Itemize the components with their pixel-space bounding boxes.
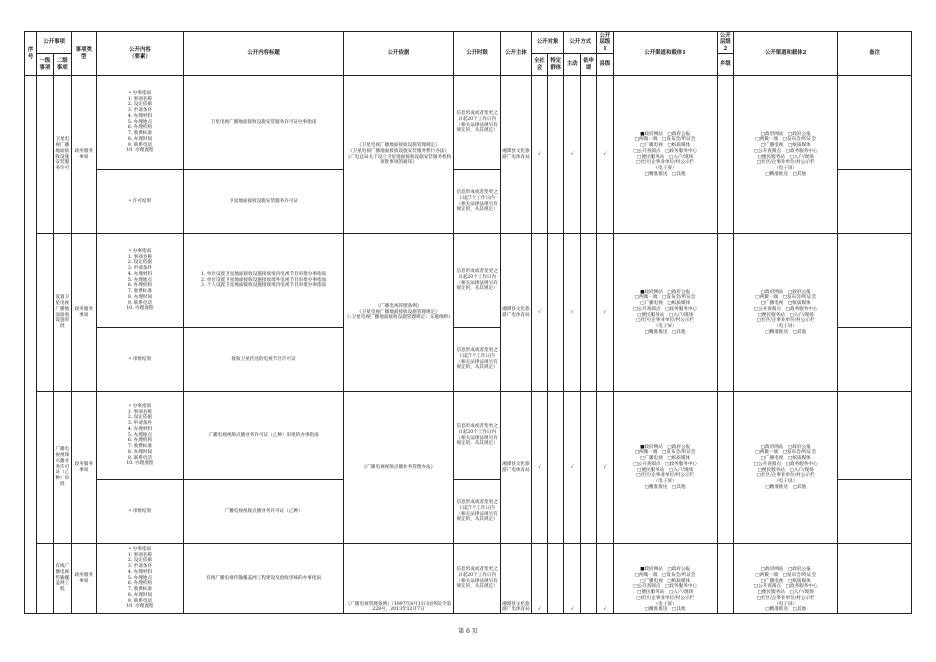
header-level2: 公开层级2 — [717, 32, 733, 54]
header-title: 公开内容标题 — [184, 32, 343, 76]
empty-group — [548, 76, 564, 234]
channel2-checkboxes: □政府网站 □政府公报 □两微一端 □发布会/听证会 □广播电视 □纸质媒体 □公开查阅点 □政务服务中心 □便民服务站 □入户/现场 □社区/企事业单位/村公示栏 （电子屏） □精准推送 □其他 — [734, 76, 838, 234]
header-target-group: 特定群体 — [548, 54, 564, 76]
tick-all: √ — [531, 544, 547, 614]
empty-group — [548, 544, 564, 614]
channel2-checkboxes: □政府网站 □政府公报 □两微一端 □发布会/听证会 □广播电视 □纸质媒体 □公开查阅点 □政务服务中心 □便民服务站 □入户/现场 □社区/企事业单位/村公示栏 （电子屏） □精准推送 □其他 — [734, 234, 838, 392]
item-name: 卫星电视广播地面接收设施安装服务许可 — [53, 76, 71, 234]
time-cell: 信息形成或者变更之日起7个工作日内（相关法律法规另有规定的，从其规定） — [454, 328, 501, 392]
tick-active: √ — [564, 544, 580, 614]
header-level2-town: 乡级 — [717, 54, 733, 76]
empty-apply — [580, 234, 596, 392]
time-cell: 信息形成或者变更之日起20个工作日内（相关法律法规另有规定的，从其规定） — [454, 234, 501, 328]
guide-title: 1. 单位设置卫星地面接收设施接收境内电视节目审批办事指南 2. 单位设置卫星地面接收设施接收境外电视节目审批办事指南 3. 个人设置卫星地面接收设施接收境内电视节目审批办事指南 — [184, 234, 343, 328]
basis-cell: 《广播电视视频点播业务管理办法》 — [343, 392, 453, 544]
header-basis: 公开依据 — [343, 32, 453, 76]
item-name: 广播电视视频点播业务许可证（乙种）审批 — [53, 392, 71, 544]
remark-cell — [838, 328, 912, 392]
tick-county: √ — [597, 76, 613, 234]
item-type: 政务服务事项 — [72, 392, 97, 544]
header-method-apply: 依申请 — [580, 54, 596, 76]
empty-group — [548, 234, 564, 392]
time-cell: 信息形成或者变更之日起20个工作日内（相关法律法规另有规定的，从其规定） — [454, 392, 501, 480]
table-row — [25, 234, 912, 328]
empty-town — [717, 76, 733, 234]
table-row — [25, 76, 912, 170]
table-row — [25, 392, 912, 480]
empty-apply — [580, 392, 596, 544]
empty-town — [717, 392, 733, 544]
item-name: 设置卫星电视广播地面接收设施审批 — [53, 234, 71, 392]
channel2-checkboxes: □政府网站 □政府公报 □两微一端 □发布会/听证会 □广播电视 □纸质媒体 □公开查阅点 □政务服务中心 □便民服务站 □入户/现场 □社区/企事业单位/村公示栏 （电子屏） □精准推送 □其他 — [734, 392, 838, 544]
tick-county: √ — [597, 234, 613, 392]
result-title: 广播电视视频点播业务许可证（乙种） — [184, 480, 343, 544]
tick-active: √ — [564, 234, 580, 392]
remark-cell — [838, 392, 912, 480]
channel2-checkboxes: □政府网站 □政府公报 □两微一端 □发布会/听证会 □广播电视 □纸质媒体 □公开查阅点 □政务服务中心 □便民服务站 □入户/现场 □社区/企事业单位/村公示栏 （电子屏） □精准推送 □其他 — [734, 544, 838, 614]
remark-cell — [838, 76, 912, 170]
channel1-checkboxes: ■政府网站 □政府公报 □两微一端 □发布会/听证会 □广播电视 □纸质媒体 □公开查阅点 □政务服务中心 □便民服务站 □入户/现场 □社区/企事业单位/村公示栏 （电子屏） □精准推送 □其他 — [613, 392, 717, 544]
channel1-checkboxes: ■政府网站 □政府公报 □两微一端 □发布会/听证会 □广播电视 □纸质媒体 □公开查阅点 □政务服务中心 □便民服务站 □入户/现场 □社区/企事业单位/村公示栏 （电子屏） □精准推送 □其他 — [613, 234, 717, 392]
header-level1-county: 县级 — [597, 54, 613, 76]
subject-cell: 湘潭县文化旅游广电体育局 — [501, 76, 532, 234]
disclosure-table — [24, 31, 912, 614]
subject-cell: 湘潭县文化旅游广电体育局 — [501, 544, 532, 614]
item-type: 政务服务事项 — [72, 76, 97, 234]
header-lvl1: 一级事项 — [37, 54, 53, 76]
tick-active: √ — [564, 392, 580, 544]
guide-items: • 办事指南 1. 事项名称 2. 设定依据 3. 申请条件 4. 办理材料 5. 办理地点 6. 办理机构 7. 收费标准 8. 办理时间 9. 联系电话 10. 办理流程 — [96, 544, 184, 614]
header-target-all: 全社会 — [531, 54, 547, 76]
channel1-checkboxes: ■政府网站 □政府公报 □两微一端 □发布会/听证会 □广播电视 □纸质媒体 □公开查阅点 □政务服务中心 □便民服务站 □入户/现场 □社区/企事业单位/村公示栏 （电子屏） □精准推送 □其他 — [613, 544, 717, 614]
basis-cell: 《广播电视管理条例》（1997年8月11日国务院令第228号，2013年12月7日 — [343, 544, 453, 614]
item-type: 政务服务事项 — [72, 544, 97, 614]
result-label: • 审批结果 — [96, 480, 184, 544]
table-row — [25, 544, 912, 614]
remark-cell — [838, 234, 912, 328]
header-matter: 公开事项 — [37, 32, 72, 54]
tick-county: √ — [597, 392, 613, 544]
header-remark: 备注 — [838, 32, 912, 76]
empty-apply — [580, 76, 596, 234]
basis-cell: 《卫星电视广播地面接收设施管理规定》 《卫星电视广播地面接收设施安装服务暂行办法》 《广电总局关于设立卫星地面接收设施安装服务机构审批事项的通知》 — [343, 76, 453, 234]
time-cell: 信息形成或者变更之日起20个工作日内（相关法律法规另有规定的，从其规定） — [454, 76, 501, 170]
result-label: • 许可结果 — [96, 170, 184, 234]
header-time: 公开时限 — [454, 32, 501, 76]
header-type: 事项类型 — [72, 32, 97, 76]
empty-town — [717, 544, 733, 614]
remark-cell — [838, 170, 912, 234]
result-title: 卫星地面接收设施安装服务许可证 — [184, 170, 343, 234]
lvl1-cell — [37, 76, 53, 234]
header-seq: 序号 — [25, 32, 37, 76]
guide-title: 广播电视视频点播业务许可证（乙种）审批的办事指南 — [184, 392, 343, 480]
header-level1: 公开层级1 — [597, 32, 613, 54]
time-cell: 信息形成或者变更之日起7个工作日内（相关法律法规另有规定的，从其规定） — [454, 170, 501, 234]
empty-apply — [580, 544, 596, 614]
channel1-checkboxes: ■政府网站 □政府公报 □两微一端 □发布会/听证会 □广播电视 □纸质媒体 □公开查阅点 □政务服务中心 □便民服务站 □入户/现场 □社区/企事业单位/村公示栏 （电子屏） □精准推送 □其他 — [613, 76, 717, 234]
guide-title: 卫星电视广播地面接收设施安装服务许可证办事指南 — [184, 76, 343, 170]
remark-cell — [838, 544, 912, 614]
guide-items: • 办事指南 1. 事项名称 2. 设定依据 3. 申请条件 4. 办理材料 5. 办理地点 6. 办理机构 7. 收费标准 8. 办理时间 9. 联系电话 10. 办理流程 — [96, 76, 184, 170]
tick-all: √ — [531, 234, 547, 392]
subject-cell: 湘潭县文化旅游广电体育局 — [501, 392, 532, 544]
lvl1-cell — [37, 392, 53, 544]
page-number: 第 6 页 — [458, 628, 478, 635]
header-lvl2: 二级事项 — [53, 54, 71, 76]
header-channel1: 公开渠道和载体1 — [613, 32, 717, 76]
empty-group — [548, 392, 564, 544]
header-channel2: 公开渠道和载体2 — [734, 32, 838, 76]
tick-county: √ — [597, 544, 613, 614]
tick-active: √ — [564, 76, 580, 234]
tick-all: √ — [531, 76, 547, 234]
header-method-active: 主动 — [564, 54, 580, 76]
header-row-1 — [25, 32, 912, 54]
subject-cell: 湘潭县文化旅游广电体育局 — [501, 234, 532, 392]
lvl1-cell — [37, 544, 53, 614]
header-subject: 公开主体 — [501, 32, 532, 76]
lvl1-cell — [37, 234, 53, 392]
time-cell: 信息形成或者变更之日起20个工作日内（相关法律法规另有规定的，从其规定） — [454, 544, 501, 614]
guide-title: 有线广播电视传输覆盖网工程建设及验收审核的办事指南 — [184, 544, 343, 614]
time-cell: 信息形成或者变更之日起7个工作日内（相关法律法规另有规定的，从其规定） — [454, 480, 501, 544]
header-method: 公开方式 — [564, 32, 597, 54]
result-label: • 审批结果 — [96, 328, 184, 392]
guide-items: • 办事指南 1. 事项名称 2. 设定依据 3. 申请条件 4. 办理材料 5. 办理地点 6. 办理机构 7. 收费标准 8. 办理时间 9. 联系电话 10. 办理流程 — [96, 392, 184, 480]
item-type: 政务服务事项 — [72, 234, 97, 392]
header-target: 公开对象 — [531, 32, 564, 54]
result-title: 接收卫星传送的电视节目许可证 — [184, 328, 343, 392]
guide-items: • 办事指南 1. 事项名称 2. 设定依据 3. 申请条件 4. 办理材料 5. 办理地点 6. 办理机构 7. 收费标准 8. 办理时间 9. 联系电话 10. 办理流程 — [96, 234, 184, 328]
tick-all: √ — [531, 392, 547, 544]
header-content: 公开内容 （要素） — [96, 32, 184, 76]
basis-cell: 《广播电视管理条例》 《卫星电视广播地面接收设施管理规定》 《〈卫星电视广播地面接收设施管理规定〉实施细则》 — [343, 234, 453, 392]
item-name: 有线广播电视传输覆盖网工程 — [53, 544, 71, 614]
empty-town — [717, 234, 733, 392]
seq-cell — [25, 76, 37, 614]
remark-cell — [838, 480, 912, 544]
